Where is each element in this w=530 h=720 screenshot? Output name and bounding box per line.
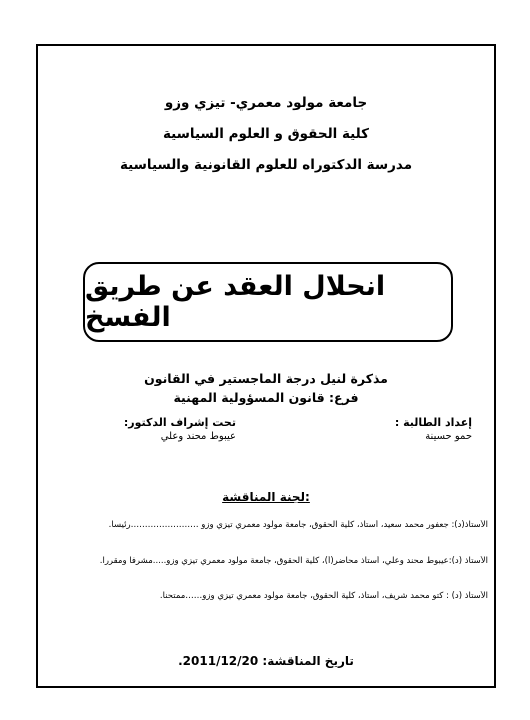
supervisor-block bbox=[124, 416, 236, 442]
school-name: مدرسة الدكتوراه للعلوم القانونية والسياسية bbox=[119, 157, 413, 173]
header bbox=[38, 88, 494, 181]
faculty-name: كلية الحقوق و العلوم السياسية bbox=[162, 126, 370, 142]
defense-date: تاريخ المناقشة: 2011/12/20. bbox=[178, 654, 354, 668]
title-box bbox=[83, 262, 453, 342]
student-block bbox=[395, 416, 472, 442]
supervisor-label: تحت إشراف الدكتور: bbox=[123, 416, 236, 429]
committee-member-examiner: الأستاذ (د) : كتو محمد شريف، أستاذ، كلية الحقوق، جامعة مولود معمري تيزي وزو……ممتحنا. bbox=[159, 591, 488, 601]
committee-member-supervisor: الأستاذ (د):عيبوط محند وعلي، أستاذ محاضر(أ)، كلية الحقوق، جامعة مولود معمري تيزي وزو.....مشرفا ومقررا. bbox=[99, 556, 488, 566]
memo-description bbox=[38, 369, 494, 407]
page-frame bbox=[36, 44, 496, 688]
committee-member-president: الأستاذ(د): جعفور محمد سعيد، أستاذ، كلية الحقوق، جامعة مولود معمري تيزي وزو ……………………رئيسا. bbox=[108, 520, 488, 530]
supervisor-name: عيبوط محند وعلي bbox=[160, 431, 236, 442]
committee-title: لجنة المناقشة: bbox=[222, 490, 310, 504]
memo-branch: فرع: قانون المسؤولية المهنية bbox=[173, 390, 359, 405]
thesis-title: انحلال العقد عن طريق الفسخ bbox=[85, 271, 386, 333]
university-name: جامعة مولود معمري- تيزي وزو bbox=[164, 95, 368, 111]
memo-degree: مذكرة لنيل درجة الماجستير في القانون bbox=[144, 371, 388, 386]
student-name: حمو حسينة bbox=[425, 431, 472, 442]
student-label: إعداد الطالبة : bbox=[394, 416, 472, 429]
